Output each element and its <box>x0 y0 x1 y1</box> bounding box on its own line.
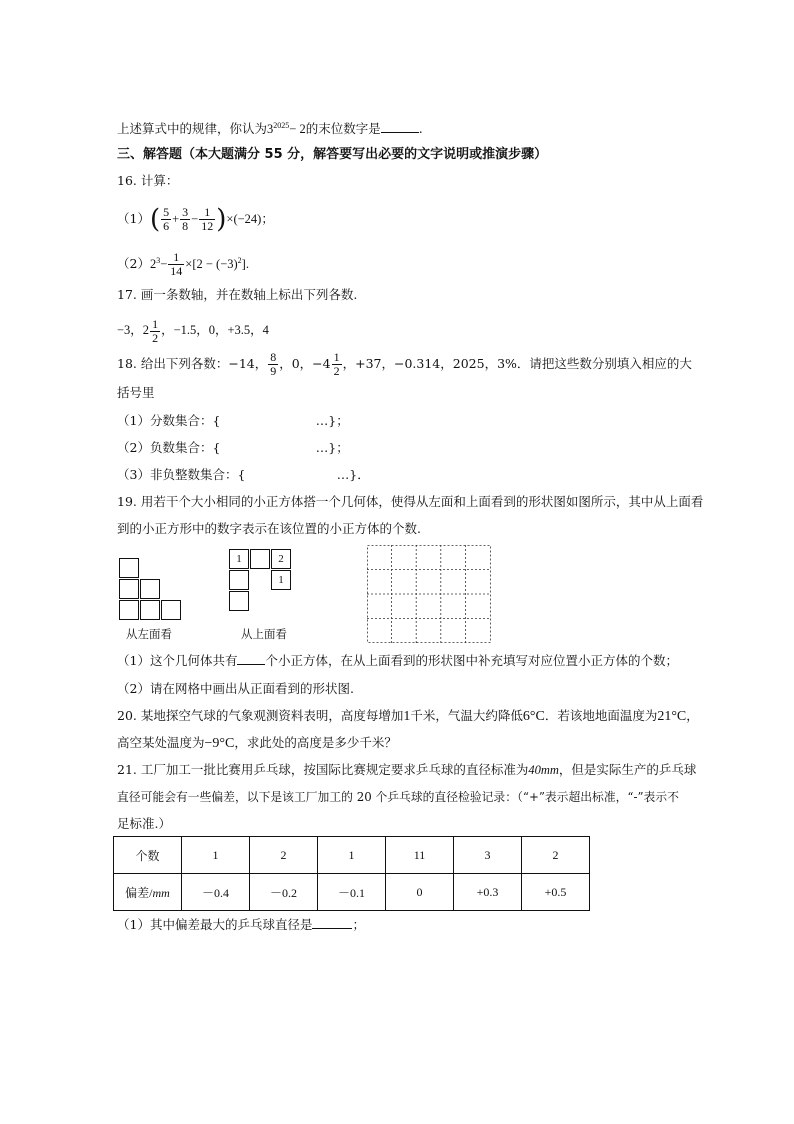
table-cell: 个数 <box>114 837 182 874</box>
intro-line <box>117 117 423 138</box>
left-view-caption: 从左面看 <box>126 627 172 641</box>
fraction: $\frac{3}{8}$ <box>182 205 189 233</box>
top-cell[interactable] <box>229 570 249 590</box>
table-cell: 1 <box>318 837 386 874</box>
intro-period: . <box>418 121 423 137</box>
fraction: $\frac{1}{2}$ <box>333 350 340 378</box>
top-cell-number[interactable]: 1 <box>271 570 291 590</box>
table-cell: －0.2 <box>250 874 318 911</box>
table-cell: 偏差/mm <box>114 874 182 911</box>
drawing-grid[interactable] <box>367 545 491 643</box>
table-cell: 3 <box>454 837 522 874</box>
table-cell: －0.1 <box>318 874 386 911</box>
q18-set-nonneg-integers: （3）非负整数集合：{ …}． <box>117 467 370 482</box>
q16-part2: $(2)2^3-$ $\frac{1}{14}$ $\times[2 - (-3)^2]$. <box>117 250 249 279</box>
q19-line1: 19. 用若干个大小相同的小正方体搭一个几何体，使得从左面和上面看到的形状图如图所示，其中从上面看 <box>117 494 704 509</box>
answer-blank[interactable] <box>381 120 419 133</box>
fraction: $\frac{1}{14}$ <box>170 250 183 279</box>
q21-line2: 直径可能会有一些偏差，以下是该工厂加工的 20 个乒乓球的直径检验记录：（“+”表示超出标准，“-”表示不 <box>117 790 679 804</box>
q20-line2: 高空某处温度为−9°C，求此处的高度是多少千米？ <box>117 735 397 751</box>
intro-exponent: 2025 <box>273 121 290 130</box>
q18-set-fractions: （1）分数集合：{ …}； <box>117 413 349 428</box>
q18-set-negatives: （2）负数集合：{ …}； <box>117 440 349 455</box>
q16-label: 16. 计算： <box>117 173 179 188</box>
fraction: $\frac{1}{2}$ <box>152 316 159 345</box>
table-row <box>114 837 590 874</box>
top-cell[interactable] <box>250 549 270 569</box>
table-cell: +0.5 <box>522 874 590 911</box>
top-view-caption: 从上面看 <box>241 627 287 641</box>
fraction: $\frac{8}{9}$ <box>270 350 277 378</box>
q18-line2: 括号里 <box>117 385 155 400</box>
q21-part1: （1）其中偏差最大的乒乓球直径是 ； <box>117 917 365 932</box>
table-cell: 2 <box>522 837 590 874</box>
q16-p2-label: （2） <box>117 256 150 272</box>
q16-p1-label: （1） <box>117 211 150 226</box>
q17-numbers: −3，2 $\frac{1}{2}$ ，−1.5，0，+3.5，4 <box>117 316 269 345</box>
fraction: $\frac{5}{6}$ <box>163 205 170 233</box>
fraction: $\frac{1}{12}$ <box>201 205 214 233</box>
top-cell-number[interactable]: 1 <box>229 549 249 569</box>
q18-line1: 18. 给出下列各数：−14， $\frac{8}{9}$ ，0，−4 $\frac{1}{2}$ ，+37，−0.314，2025，3%．请把这些数分别填入相应的大 <box>117 350 692 378</box>
intro-minus: − 2 <box>289 122 306 137</box>
q21-line3: 足标准.） <box>117 816 171 831</box>
answer-blank[interactable] <box>312 916 352 929</box>
table-cell: +0.3 <box>454 874 522 911</box>
q16-part1: （1）( $\frac{5}{6}$ + $\frac{3}{8}$ − $\frac{1}{12}$ )×(−24)； <box>117 204 274 235</box>
table-row <box>114 874 590 911</box>
top-cell[interactable] <box>229 591 249 611</box>
table-cell: 0 <box>386 874 454 911</box>
table-cell: －0.4 <box>182 874 250 911</box>
intro-base: 3 <box>267 122 274 137</box>
intro-text-after: 的末位数字是 <box>305 121 381 137</box>
intro-text: 上述算式中的规律，你认为 <box>117 121 268 137</box>
table-cell: 11 <box>386 837 454 874</box>
q19-line2: 到的小正方形中的数字表示在该位置的小正方体的个数. <box>117 521 421 536</box>
deviation-table <box>113 836 590 911</box>
q20-line1: 20. 某地探空气球的气象观测资料表明，高度每增加1千米，气温大约降低6°C．若该地地面温度为21°C， <box>117 708 699 724</box>
table-cell: 2 <box>250 837 318 874</box>
q19-part1: （1）这个几何体共有 个小正方体，在从上面看到的形状图中补充填写对应位置小正方体的个数； <box>117 653 678 668</box>
q17-label: 17. 画一条数轴，并在数轴上标出下列各数. <box>117 287 358 302</box>
answer-blank[interactable] <box>237 652 265 665</box>
q19-part2: （2）请在网格中画出从正面看到的形状图. <box>117 681 354 696</box>
top-cell-number[interactable]: 2 <box>271 549 291 569</box>
section-title: 三、解答题（本大题满分 55 分，解答要写出必要的文字说明或推演步骤） <box>117 147 548 162</box>
q21-line1: 21. 工厂加工一批比赛用乒乓球，按国际比赛规定要求乒乓球的直径标准为40mm，但是实际生产的乒乓球 <box>117 762 697 777</box>
table-cell: 1 <box>182 837 250 874</box>
q16-p1-tail: ×(−24)； <box>226 212 274 226</box>
